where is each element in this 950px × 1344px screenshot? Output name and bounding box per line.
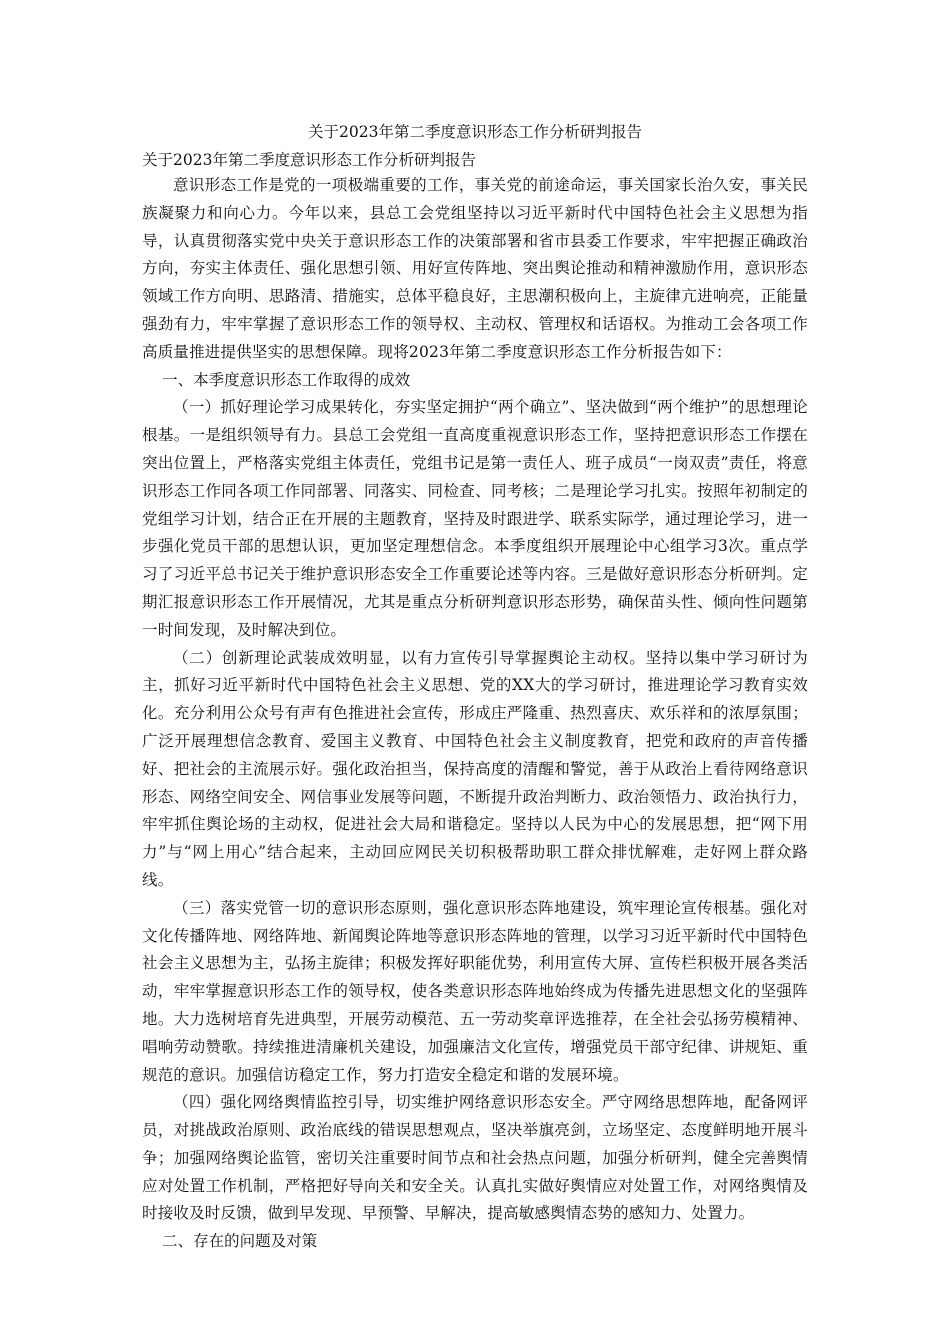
section-heading-achievements: 一、本季度意识形态工作取得的成效 <box>162 370 411 389</box>
paragraph-theory-study: （一）抓好理论学习成果转化，夯实坚定拥护“两个确立”、坚决做到“两个维护”的思想理论根基。一是组织领导有力。县总工会党组一直高度重视意识形态工作，坚持把意识形态工作摆在突出位置上，严格落实党组主体责任，党组书记是第一责任人、班子成员“一岗双责”责任，将意识形态工作同各项工作同部署、同落实、同检查、同考核；二是理论学习扎实。按照年初制定的党组学习计划，结合正在开展的主题教育，坚持及时跟进学、联系实际学，通过理论学习，进一步强化党员干部的思想认识，更加坚定理想信念。本季度组织开展理论中心组学习3次。重点学习了习近平总书记关于维护意识形态安全工作重要论述等内容。三是做好意识形态分析研判。定期汇报意识形态工作开展情况，尤其是重点分析研判意识形态形势，确保苗头性、倾向性问题第一时间发现，及时解决到位。 <box>142 398 808 639</box>
document-subtitle: 关于2023年第二季度意识形态工作分析研判报告 <box>142 151 476 169</box>
paragraph-position-building: （三）落实党管一切的意识形态原则，强化意识形态阵地建设，筑牢理论宣传根基。强化对文化传播阵地、网络阵地、新闻舆论阵地等意识形态阵地的管理，以学习习近平新时代中国特色社会主义思想为主，弘扬主旋律；积极发挥好职能优势，利用宣传大屏、宣传栏积极开展各类活动，牢牢掌握意识形态工作的领导权，使各类意识形态阵地始终成为传播先进思想文化的坚强阵地。大力选树培育先进典型，开展劳动模范、五一劳动奖章评选推荐，在全社会弘扬劳模精神、唱响劳动赞歌。持续推进清廉机关建设，加强廉洁文化宣传，增强党员干部守纪律、讲规矩、重规范的意识。加强信访稳定工作，努力打造安全稳定和谐的发展环境。 <box>142 898 808 1084</box>
document-title: 关于2023年第二季度意识形态工作分析研判报告 <box>308 123 642 141</box>
paragraph-publicity-guidance: （二）创新理论武装成效明显，以有力宣传引导掌握舆论主动权。坚持以集中学习研讨为主，抓好习近平新时代中国特色社会主义思想、党的XX大的学习研讨，推进理论学习教育实效化。充分利用公众号有声有色推进社会宣传，形成庄严隆重、热烈喜庆、欢乐祥和的浓厚氛围；广泛开展理想信念教育、爱国主义教育、中国特色社会主义制度教育，把党和政府的声音传播好、把社会的主流展示好。强化政治担当，保持高度的清醒和警觉，善于从政治上看待网络意识形态、网络空间安全、网信事业发展等问题，不断提升政治判断力、政治领悟力、政治执行力，牢牢抓住舆论场的主动权，促进社会大局和谐稳定。坚持以人民为中心的发展思想，把“网下用力”与“网上用心”结合起来，主动回应网民关切积极帮助职工群众排忧解难，走好网上群众路线。 <box>142 648 808 889</box>
paragraph-network-opinion: （四）强化网络舆情监控引导，切实维护网络意识形态安全。严守网络思想阵地，配备网评员，对挑战政治原则、政治底线的错误思想观点，坚决举旗亮剑，立场坚定、态度鲜明地开展斗争；加强网络舆论监管，密切关注重要时间节点和社会热点问题，加强分析研判，健全完善舆情应对处置工作机制，严格把好导向关和安全关。认真扎实做好舆情应对处置工作，对网络舆情及时接收及时反馈，做到早发现、早预警、早解决，提高敏感舆情态势的感知力、处置力。 <box>142 1093 808 1223</box>
section-heading-problems: 二、存在的问题及对策 <box>162 1232 318 1251</box>
intro-paragraph: 意识形态工作是党的一项极端重要的工作，事关党的前途命运，事关国家长治久安，事关民族凝聚力和向心力。今年以来，县总工会党组坚持以习近平新时代中国特色社会主义思想为指导，认真贯彻落实党中央关于意识形态工作的决策部署和省市县委工作要求，牢牢把握正确政治方向，夯实主体责任、强化思想引领、用好宣传阵地、突出舆论推动和精神激励作用，意识形态领域工作方向明、思路清、措施实，总体平稳良好，主思潮积极向上，主旋律亢进响亮，正能量强劲有力，牢牢掌握了意识形态工作的领导权、主动权、管理权和话语权。为推动工会各项工作高质量推进提供坚实的思想保障。现将2023年第二季度意识形态工作分析报告如下： <box>142 176 808 361</box>
document-page <box>142 120 808 1256</box>
